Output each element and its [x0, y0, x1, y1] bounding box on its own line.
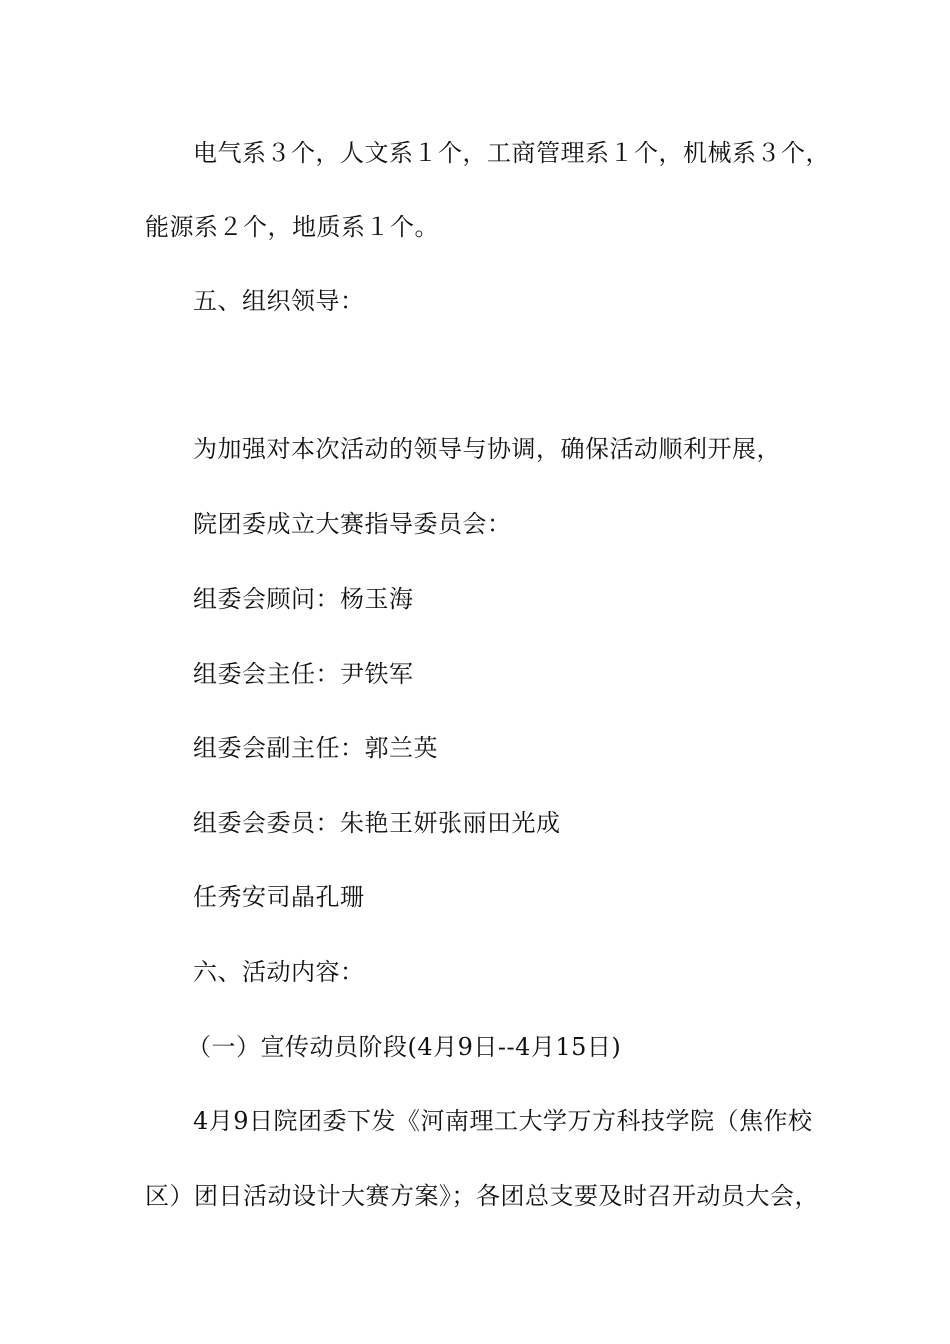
paragraph-line: 区）团日活动设计大赛方案》；各团总支要及时召开动员大会， — [145, 1182, 819, 1210]
committee-members: 组委会委员：朱艳王妍张丽田光成 — [193, 809, 561, 837]
section-heading: 六、活动内容： — [193, 958, 365, 986]
subsection-heading: （一）宣传动员阶段(4月9日--4月15日) — [187, 1033, 622, 1061]
paragraph-line: 电气系３个，人文系１个，工商管理系１个，机械系３个， — [193, 139, 830, 167]
committee-advisor: 组委会顾问：杨玉海 — [193, 585, 414, 613]
paragraph-line: 能源系２个，地质系１个。 — [145, 213, 439, 241]
paragraph-line: 院团委成立大赛指导委员会： — [193, 510, 512, 538]
paragraph-line: 4月9日院团委下发《河南理工大学万方科技学院（焦作校 — [193, 1107, 813, 1135]
section-heading: 五、组织领导： — [193, 287, 365, 315]
committee-members-continued: 任秀安司晶孔珊 — [193, 883, 365, 911]
paragraph-line: 为加强对本次活动的领导与协调，确保活动顺利开展， — [193, 435, 781, 463]
committee-deputy-director: 组委会副主任：郭兰英 — [193, 734, 438, 762]
committee-director: 组委会主任：尹铁军 — [193, 660, 414, 688]
